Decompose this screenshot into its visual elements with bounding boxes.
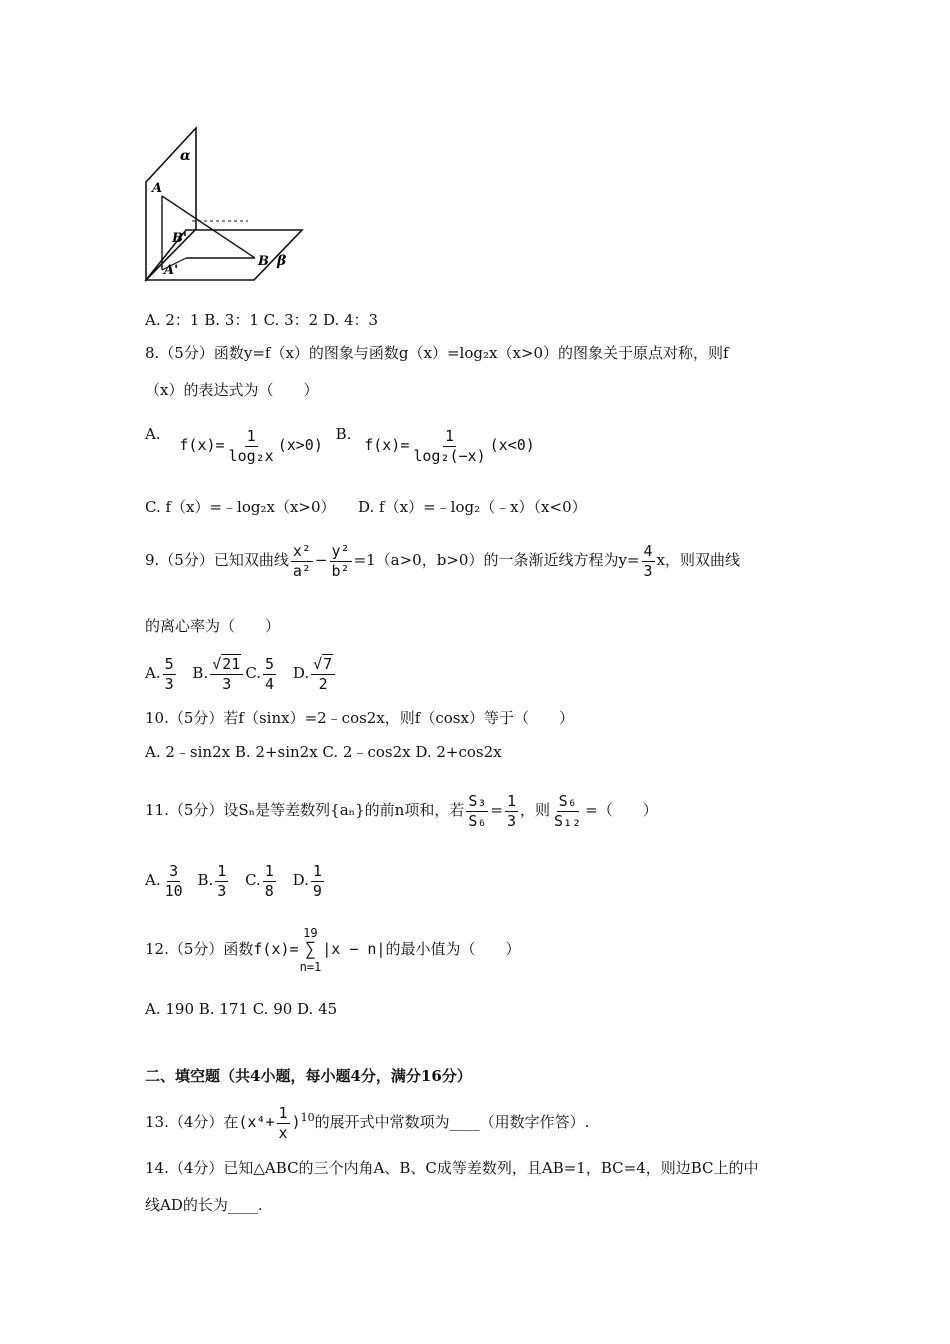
q12-lhs: f(x)=	[253, 940, 299, 958]
q10-stem: 10.（5分）若f（sinx）=2﹣cos2x，则f（cosx）等于（ ）	[145, 709, 574, 727]
q11-frac-s6-s12	[552, 792, 583, 831]
q9-f3-den: 3	[643, 561, 653, 580]
q11-mid: ，则	[520, 801, 551, 819]
q11-d-num: 1	[312, 861, 322, 880]
q9-c-den: 4	[265, 674, 275, 693]
q9-c-num: 5	[265, 654, 275, 673]
q9-a-den: 3	[164, 674, 174, 693]
q11-a-num: 3	[169, 861, 179, 880]
q11-frac-one-third	[505, 792, 518, 831]
q13-frac-den: x	[278, 1123, 288, 1142]
q8-option-b-frac	[411, 427, 487, 466]
q8-b-num: 1	[444, 426, 455, 445]
q13-stem	[145, 1096, 589, 1144]
q13-prefix: 13.（4分）在	[145, 1113, 239, 1131]
label-A-prime: A'	[164, 263, 179, 278]
q8-option-a-lhs: f(x)=	[179, 436, 225, 454]
q9-stem-line2: 的离心率为（ ）	[145, 617, 281, 635]
q8-option-a-label: A.	[145, 425, 161, 443]
q9-frac-x	[291, 542, 313, 581]
q11-f1-num: S₃	[468, 791, 487, 810]
q9-mid: =1（a>0，b>0）的一条渐近线方程为y=	[353, 551, 640, 569]
q8-option-b-label: B.	[335, 425, 352, 443]
q12-sum-bottom: n=1	[299, 960, 322, 974]
q14-line2: 线AD的长为____.	[145, 1196, 263, 1214]
q12-sum	[300, 926, 322, 974]
q12-sum-top: 19	[303, 926, 318, 940]
q12-suffix: 的最小值为（ ）	[385, 940, 521, 958]
q9-prefix: 9.（5分）已知双曲线	[145, 551, 289, 569]
q9-a-num: 5	[164, 654, 174, 673]
planes-figure	[140, 122, 315, 287]
q11-d-den: 9	[312, 881, 322, 900]
q11-f3-den: S₁₂	[554, 811, 582, 830]
q11-option-a	[163, 862, 185, 901]
q9-options	[145, 651, 337, 695]
q9-frac-y	[330, 542, 352, 581]
q12-body: |x − n|	[322, 940, 386, 958]
q9-suffix: x，则双曲线	[656, 551, 740, 569]
q7-options: A. 2：1 B. 3：1 C. 3：2 D. 4：3	[145, 311, 379, 329]
q9-b-den: 3	[222, 675, 232, 693]
q9-option-d-label: D.	[292, 664, 310, 682]
q11-option-a-label: A.	[145, 871, 161, 889]
q11-a-den: 10	[164, 881, 183, 900]
q9-f3-num: 4	[643, 541, 653, 560]
q8-option-b-lhs: f(x)=	[364, 436, 410, 454]
q11-f1-den: S₆	[468, 811, 487, 830]
q12-prefix: 12.（5分）函数	[145, 940, 254, 958]
q11-option-c	[263, 862, 276, 901]
q13-expr-close: )	[291, 1113, 301, 1131]
q9-option-d	[311, 654, 335, 694]
q11-option-c-label: C.	[245, 871, 261, 889]
q11-prefix: 11.（5分）设Sₙ是等差数列{aₙ}的前n项和，若	[145, 801, 465, 819]
q11-f2-num: 1	[507, 791, 517, 810]
q9-option-b	[210, 654, 243, 694]
q11-b-den: 3	[217, 881, 227, 900]
q13-frac	[277, 1104, 290, 1143]
q11-frac-s3-s6	[466, 792, 488, 831]
q13-expr-open: (x⁴+	[238, 1113, 275, 1131]
q9-option-a-label: A.	[145, 664, 161, 682]
q8-options-cd: C. f（x）=﹣log₂x（x>0） D. f（x）=﹣log₂（﹣x）（x<0）	[145, 498, 587, 516]
q9-option-c-label: C.	[245, 664, 262, 682]
q11-c-num: 1	[264, 861, 274, 880]
q11-f3-num: S₆	[558, 791, 577, 810]
q9-b-radicand: 21	[222, 655, 241, 673]
label-alpha: α	[180, 148, 191, 164]
q11-suffix: =（ ）	[585, 801, 658, 819]
q9-option-c	[263, 655, 276, 694]
q8-stem-line1: 8.（5分）函数y=f（x）的图象与函数g（x）=log₂x（x>0）的图象关于原点对称，则f	[145, 344, 729, 362]
q8-a-num: 1	[246, 426, 256, 445]
q13-power: 10	[300, 1111, 315, 1124]
q9-frac-slope	[642, 542, 655, 581]
q8-a-den: log₂x	[228, 446, 274, 465]
section2-title: 二、填空题（共4小题，每小题4分，满分16分）	[145, 1067, 472, 1085]
q11-f2-den: 3	[507, 811, 517, 830]
q9-stem-line1	[145, 538, 740, 582]
q11-option-b	[215, 862, 228, 901]
q11-option-d-label: D.	[292, 871, 309, 889]
q11-option-b-label: B.	[197, 871, 214, 889]
q11-stem	[145, 788, 658, 832]
q13-suffix: 的展开式中常数项为____（用数字作答）.	[314, 1113, 590, 1131]
q8-option-a-cond: (x>0)	[277, 436, 323, 454]
label-beta: β	[277, 253, 287, 269]
q9-minus: −	[314, 551, 328, 569]
q14-line1: 14.（4分）已知△ABC的三个内角A、B、C成等差数列，且AB=1，BC=4，则边BC上的中	[145, 1159, 759, 1177]
q9-option-b-label: B.	[192, 664, 209, 682]
q8-options-ab	[145, 424, 535, 466]
q8-b-den: log₂(−x)	[413, 446, 486, 465]
q13-frac-num: 1	[278, 1103, 288, 1122]
q9-d-num: √7	[311, 654, 335, 675]
q12-options: A. 190 B. 171 C. 90 D. 45	[145, 1000, 338, 1018]
q11-b-num: 1	[217, 861, 227, 880]
q11-options	[145, 858, 326, 902]
q11-c-den: 8	[264, 881, 274, 900]
q9-f1-num: x²	[292, 541, 311, 560]
q8-option-a-frac	[227, 427, 276, 466]
sigma-icon: ∑	[304, 939, 316, 960]
q10-options: A. 2﹣sin2x B. 2+sin2x C. 2﹣cos2x D. 2+cos2x	[145, 743, 502, 761]
q11-eq: =	[490, 801, 503, 819]
q9-d-den: 2	[318, 675, 328, 693]
label-B: B	[258, 254, 269, 269]
q9-f2-den: b²	[331, 561, 350, 580]
q8-stem-line2: （x）的表达式为（ ）	[145, 381, 319, 399]
label-B-prime: B'	[172, 231, 187, 246]
q8-option-b-cond: (x<0)	[489, 436, 535, 454]
q9-b-num: √21	[210, 654, 243, 675]
q9-f2-num: y²	[331, 541, 350, 560]
label-A: A	[152, 181, 163, 196]
q9-option-a	[163, 655, 176, 694]
q9-d-radicand: 7	[323, 655, 333, 673]
q12-stem	[145, 922, 520, 976]
q11-option-d	[311, 862, 324, 901]
q9-f1-den: a²	[292, 561, 311, 580]
